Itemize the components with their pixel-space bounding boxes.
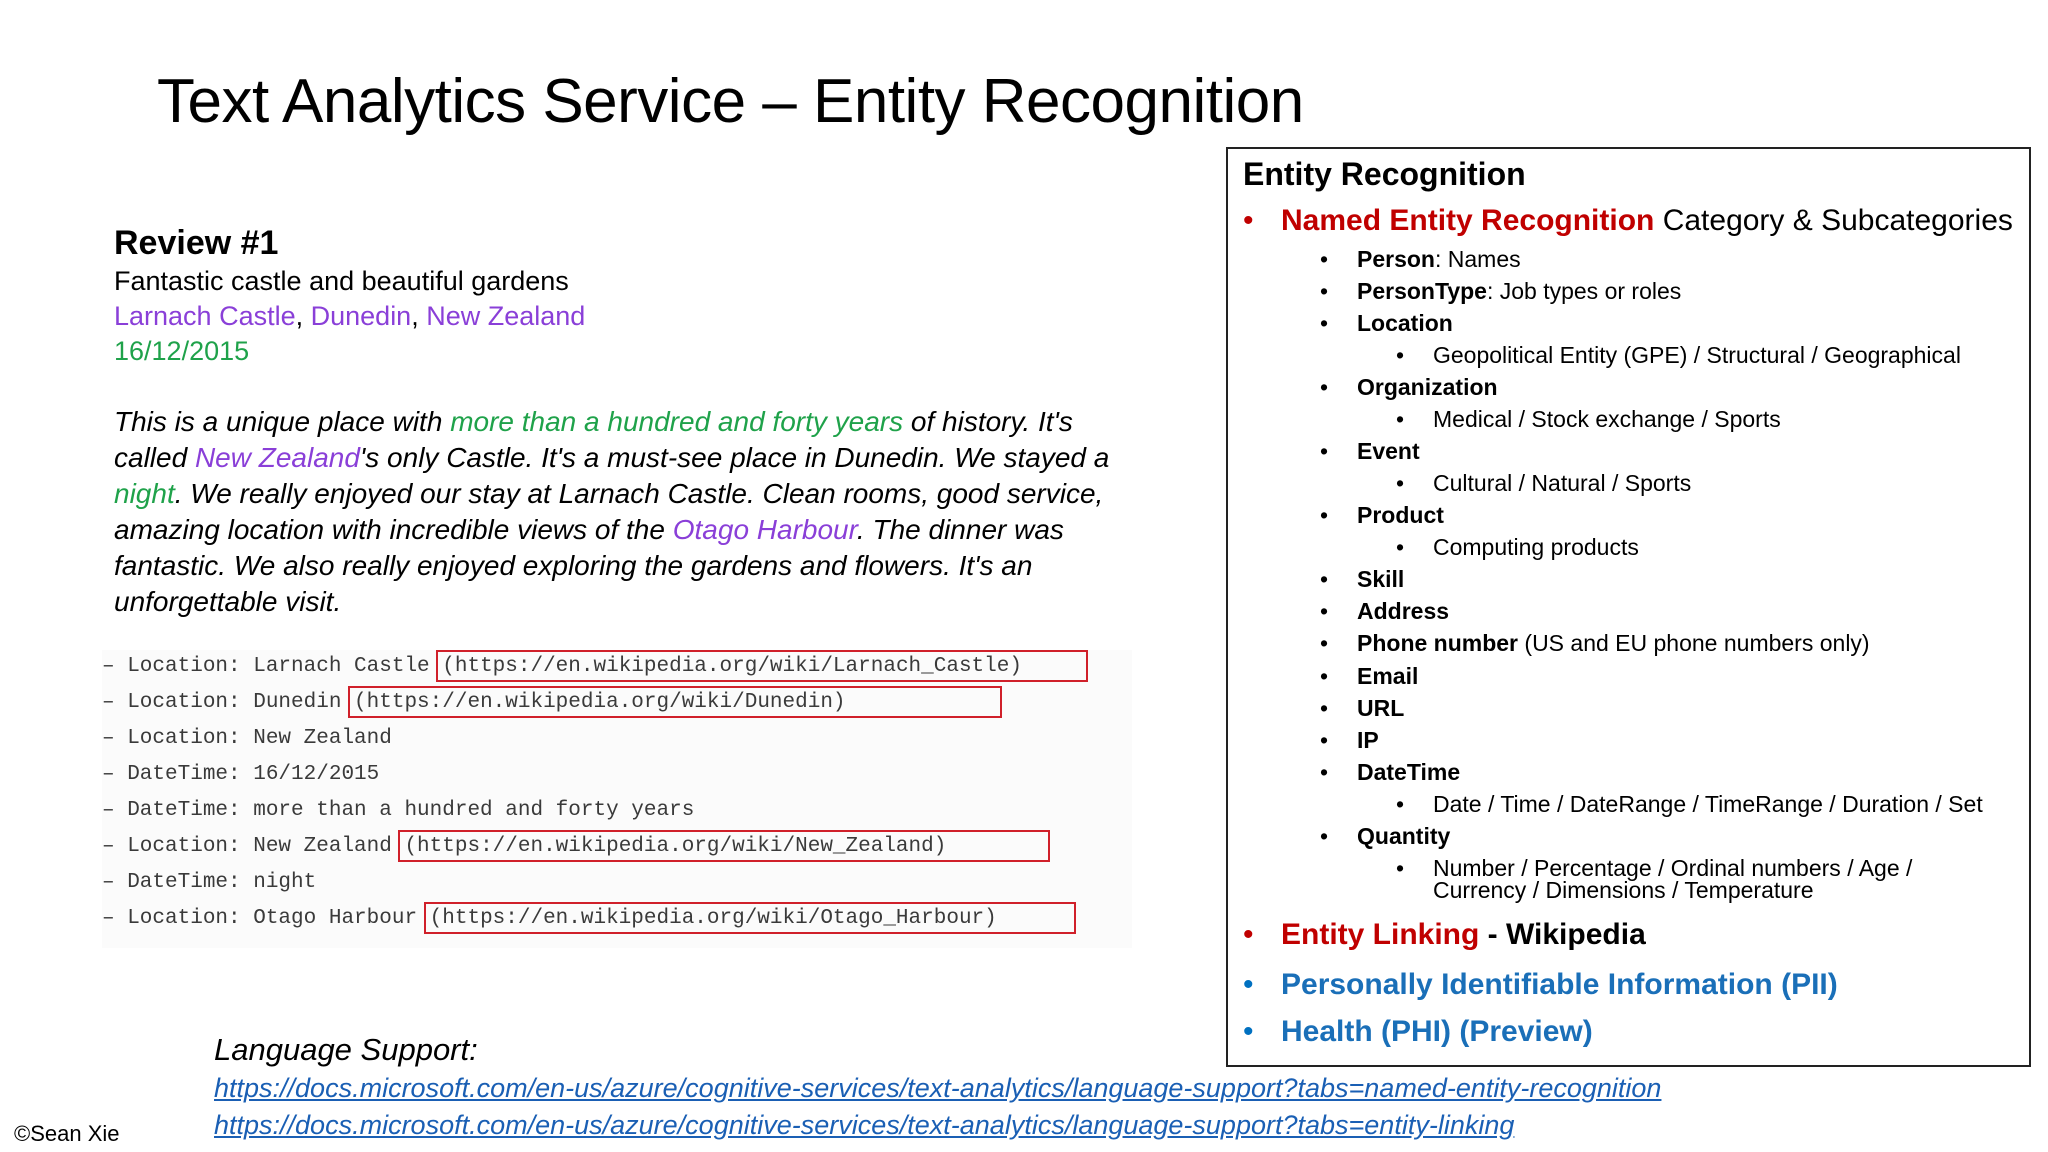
- ner-item-name: DateTime: [1357, 759, 1461, 785]
- review-body-segment: . We really enjoyed our stay at Larnach Castle. Clean rooms, good service, amazing location with incredible views of the: [114, 478, 1104, 545]
- ner-item-text: [1357, 310, 1453, 336]
- ner-item-name: PersonType: [1357, 278, 1487, 304]
- ner-item-text: [1357, 438, 1420, 464]
- ner-item-name: Location: [1357, 310, 1453, 336]
- ner-subcategory-item: [1396, 853, 1953, 901]
- location-new-zealand: New Zealand: [426, 301, 586, 331]
- ner-item-name: Email: [1357, 663, 1419, 689]
- entity-linking-language-support-link[interactable]: https://docs.microsoft.com/en-us/azure/cognitive-services/text-analytics/language-support?tabs=entity-linking: [214, 1110, 1515, 1140]
- entity-result-label: – Location: Otago Harbour: [102, 907, 430, 930]
- wikipedia-link[interactable]: [354, 688, 845, 718]
- entity-datetime-span: night: [114, 478, 175, 509]
- ner-heading: Named Entity Recognition: [1281, 204, 1655, 237]
- ner-category-item: [1320, 596, 1449, 626]
- ner-category-item: [1320, 821, 1450, 851]
- location-dunedin: Dunedin: [310, 301, 412, 331]
- ner-language-support-link[interactable]: https://docs.microsoft.com/en-us/azure/cognitive-services/text-analytics/language-support?tabs=named-entity-recognition: [214, 1073, 1662, 1103]
- entity-result-label: – Location: Dunedin: [102, 691, 355, 714]
- review-card: [114, 222, 1134, 620]
- ner-item-text: [1357, 246, 1521, 272]
- ner-item-text: [1357, 278, 1681, 304]
- bullet-icon: •: [1243, 204, 1254, 237]
- ner-subcategory-item: [1396, 789, 1983, 819]
- highlight-box: [436, 650, 1088, 682]
- ner-item-text: [1433, 470, 1691, 496]
- entity-linking-bullet: [1243, 916, 1646, 954]
- ner-category-item: [1320, 436, 1420, 466]
- ner-item-text: [1357, 663, 1418, 689]
- highlight-box: [348, 686, 1002, 718]
- entity-result-label: – DateTime: 16/12/2015: [102, 763, 380, 786]
- entity-result-row: [102, 760, 379, 790]
- bullet-icon: •: [1396, 791, 1405, 817]
- bullet-icon: •: [1320, 502, 1329, 528]
- ner-item-text: [1357, 566, 1404, 592]
- wikipedia-link[interactable]: [404, 832, 946, 862]
- ner-item-description: Date / Time / DateRange / TimeRange / Duration / Set: [1433, 791, 1983, 817]
- bullet-icon: •: [1320, 598, 1329, 624]
- ner-subcategory-item: [1396, 340, 1961, 370]
- review-heading: Review #1: [114, 224, 279, 262]
- ner-item-name: Organization: [1357, 374, 1498, 400]
- ner-category-item: [1320, 661, 1418, 691]
- review-body-segment: of history. It's called: [114, 406, 1073, 473]
- ner-item-description: Cultural / Natural / Sports: [1433, 470, 1692, 496]
- phi-label: Health (PHI) (Preview): [1281, 1015, 1593, 1048]
- ner-category-item: [1320, 372, 1498, 402]
- ner-item-description: Computing products: [1433, 534, 1639, 560]
- ner-category-item: [1320, 628, 1870, 658]
- ner-category-item: [1320, 757, 1460, 787]
- ner-category-item: [1320, 564, 1404, 594]
- bullet-icon: •: [1320, 438, 1329, 464]
- ner-item-text: [1357, 823, 1450, 849]
- ner-item-name: Person: [1357, 246, 1435, 272]
- entity-linking-rest: - Wikipedia: [1479, 918, 1646, 951]
- wikipedia-link[interactable]: [442, 652, 1022, 682]
- ner-item-text: [1433, 791, 1983, 817]
- ner-item-text: [1357, 695, 1404, 721]
- bullet-icon: •: [1243, 968, 1254, 1001]
- ner-item-description: (US and EU phone numbers only): [1518, 630, 1870, 656]
- ner-item-text: [1357, 374, 1498, 400]
- bullet-icon: •: [1320, 630, 1329, 656]
- bullet-icon: •: [1396, 406, 1405, 432]
- entity-result-row: [102, 724, 392, 754]
- bullet-icon: •: [1396, 855, 1405, 881]
- ner-item-name: URL: [1357, 695, 1405, 721]
- ner-subcategory-item: [1396, 404, 1781, 434]
- ner-item-description: Geopolitical Entity (GPE) / Structural / Geographical: [1433, 342, 1961, 368]
- ner-heading-rest: Category & Subcategories: [1654, 204, 2013, 237]
- entity-result-row: [102, 832, 946, 862]
- ner-category-item: [1320, 276, 1681, 306]
- review-body-segment: 's only Castle. It's a must-see place in Dunedin. We stayed a: [359, 442, 1110, 473]
- slide-title: Text Analytics Service – Entity Recognition: [157, 67, 1304, 136]
- ner-item-description: : Names: [1434, 246, 1521, 272]
- ner-subcategory-item: [1396, 468, 1691, 498]
- wikipedia-link-text: (https://en.wikipedia.org/wiki/Otago_Harbour): [429, 907, 997, 930]
- bullet-icon: •: [1396, 534, 1405, 560]
- bullet-icon: •: [1320, 823, 1329, 849]
- entity-result-label: – Location: New Zealand: [102, 835, 405, 858]
- entity-result-row: [102, 688, 846, 718]
- pii-label: Personally Identifiable Information (PII): [1281, 968, 1838, 1001]
- ner-item-text: [1433, 853, 1953, 901]
- ner-bullet: [1243, 202, 2013, 240]
- ner-item-name: Skill: [1357, 566, 1405, 592]
- highlight-box: [398, 830, 1050, 862]
- language-support-label: Language Support:: [214, 1032, 478, 1067]
- entity-linking-label: Entity Linking: [1281, 918, 1480, 951]
- bullet-icon: •: [1320, 246, 1329, 272]
- ner-item-name: IP: [1357, 727, 1379, 753]
- pii-bullet: [1243, 966, 1838, 1004]
- bullet-icon: •: [1243, 918, 1254, 951]
- ner-item-text: [1433, 406, 1781, 432]
- ner-category-item: [1320, 500, 1444, 530]
- review-body-segment: . The dinner was fantastic. We also really enjoyed exploring the gardens and flowers. It's an unforgettable visit.: [114, 514, 1064, 617]
- ner-category-item: [1320, 244, 1521, 274]
- panel-title: Entity Recognition: [1243, 156, 1526, 192]
- ner-subcategory-item: [1396, 532, 1639, 562]
- location-separator: ,: [411, 301, 427, 331]
- ner-item-text: [1433, 534, 1639, 560]
- ner-item-text: [1433, 342, 1961, 368]
- review-body-segment: This is a unique place with: [114, 406, 451, 437]
- ner-item-text: [1357, 759, 1460, 785]
- ner-category-item: [1320, 725, 1379, 755]
- wikipedia-link-text: (https://en.wikipedia.org/wiki/New_Zealand): [404, 835, 947, 858]
- ner-item-description: Medical / Stock exchange / Sports: [1433, 406, 1781, 432]
- bullet-icon: •: [1396, 342, 1405, 368]
- ner-item-text: [1357, 727, 1379, 753]
- location-larnach-castle: Larnach Castle: [114, 301, 296, 331]
- ner-item-name: Event: [1357, 438, 1420, 464]
- review-subtitle: Fantastic castle and beautiful gardens: [114, 266, 569, 296]
- ner-item-name: Product: [1357, 502, 1444, 528]
- wikipedia-link[interactable]: [430, 904, 997, 934]
- entity-location-span: Otago Harbour: [672, 514, 857, 545]
- entity-recognition-panel: [1226, 147, 2031, 1067]
- entity-result-label: – DateTime: night: [102, 871, 317, 894]
- entity-datetime-span: more than a hundred and forty years: [450, 406, 904, 437]
- ner-item-text: [1357, 630, 1870, 656]
- entity-result-label: – Location: Larnach Castle: [102, 655, 443, 678]
- wikipedia-link-text: (https://en.wikipedia.org/wiki/Larnach_Castle): [442, 655, 1022, 678]
- entity-result-row: [102, 652, 1022, 682]
- entity-result-label: – DateTime: more than a hundred and forty years: [102, 799, 695, 822]
- wikipedia-link-text: (https://en.wikipedia.org/wiki/Dunedin): [354, 691, 846, 714]
- bullet-icon: •: [1320, 374, 1329, 400]
- entity-result-row: [102, 868, 316, 898]
- review-body: [114, 404, 1124, 620]
- bullet-icon: •: [1243, 1015, 1254, 1048]
- review-location: [114, 299, 1134, 334]
- ner-category-item: [1320, 693, 1404, 723]
- bullet-icon: •: [1320, 278, 1329, 304]
- ner-item-description: Number / Percentage / Ordinal numbers / Age / Currency / Dimensions / Temperature: [1433, 855, 1913, 903]
- ner-item-name: Quantity: [1357, 823, 1451, 849]
- entity-result-row: [102, 796, 694, 826]
- ner-item-description: : Job types or roles: [1486, 278, 1682, 304]
- copyright-notice: ©Sean Xie: [14, 1121, 120, 1146]
- bullet-icon: •: [1320, 695, 1329, 721]
- ner-item-name: Address: [1357, 598, 1450, 624]
- entity-results-list: [102, 650, 1132, 948]
- ner-category-item: [1320, 308, 1453, 338]
- bullet-icon: •: [1320, 310, 1329, 336]
- ner-item-text: [1357, 598, 1449, 624]
- location-separator: ,: [295, 301, 311, 331]
- bullet-icon: •: [1320, 727, 1329, 753]
- entity-location-span: New Zealand: [194, 442, 360, 473]
- review-date: 16/12/2015: [114, 336, 250, 366]
- entity-result-row: [102, 904, 997, 934]
- bullet-icon: •: [1320, 566, 1329, 592]
- ner-item-name: Phone number: [1357, 630, 1519, 656]
- bullet-icon: •: [1396, 470, 1405, 496]
- ner-item-text: [1357, 502, 1444, 528]
- language-support: [214, 1030, 1661, 1144]
- bullet-icon: •: [1320, 759, 1329, 785]
- highlight-box: [424, 902, 1076, 934]
- bullet-icon: •: [1320, 663, 1329, 689]
- entity-result-label: – Location: New Zealand: [102, 727, 392, 750]
